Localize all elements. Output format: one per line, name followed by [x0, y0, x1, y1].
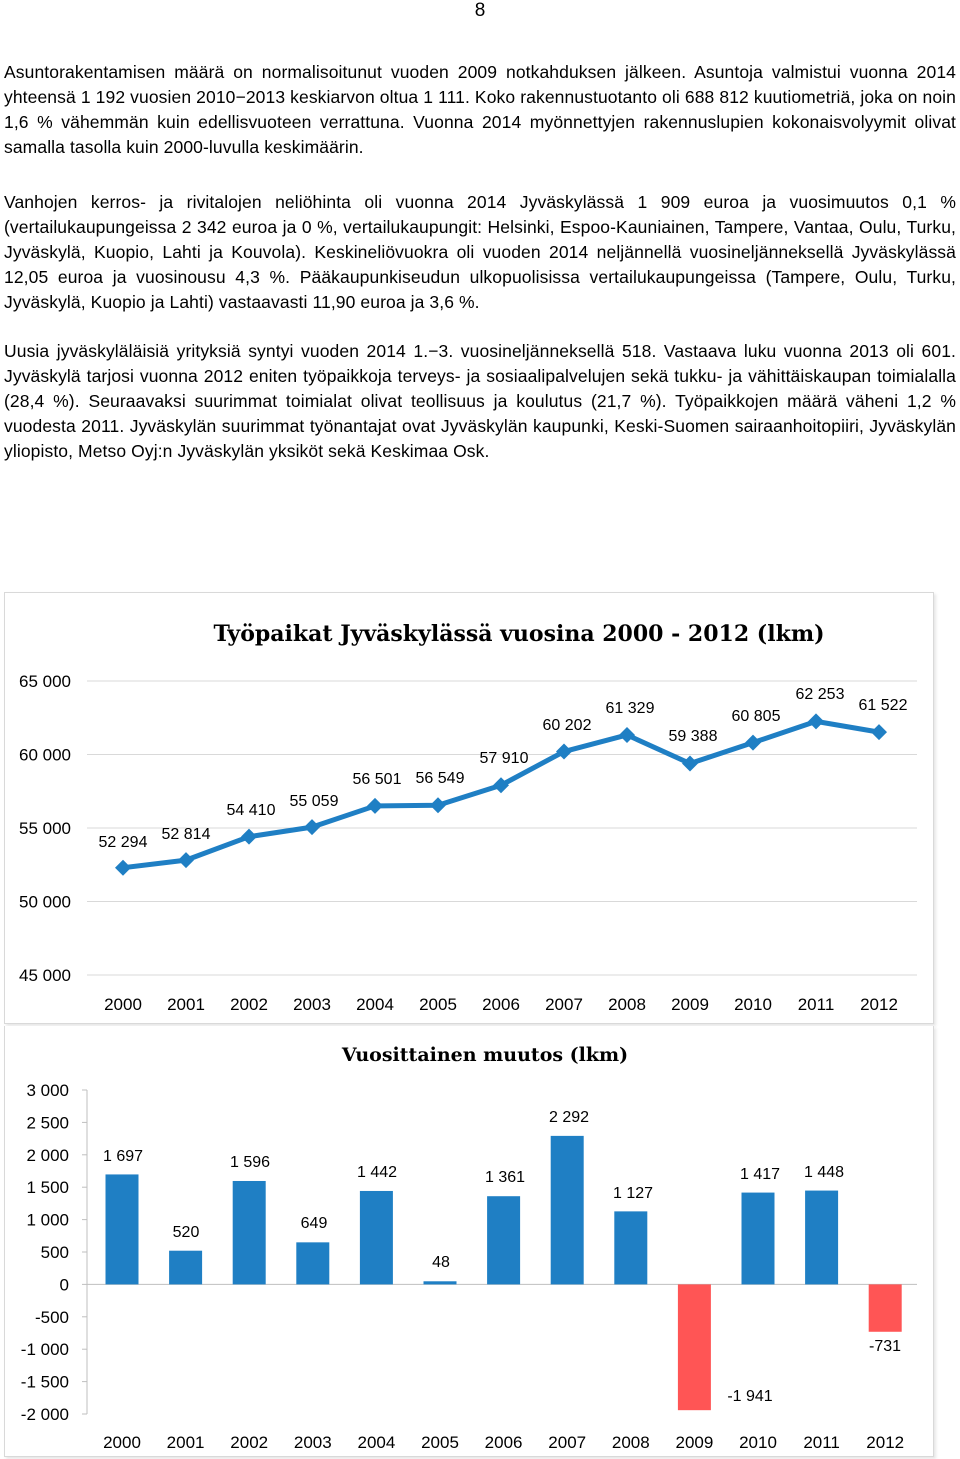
- data-label: 55 059: [289, 793, 339, 810]
- y-tick-label: 65 000: [19, 672, 71, 691]
- bar: [678, 1284, 711, 1410]
- data-label: 1 361: [484, 1169, 526, 1186]
- y-tick-label: 1 000: [26, 1210, 69, 1230]
- chart-title: Työpaikat Jyväskylässä vuosina 2000 - 2012 (lkm): [213, 621, 825, 647]
- bar: [424, 1281, 457, 1284]
- data-point: [430, 797, 446, 813]
- data-point: [241, 829, 257, 845]
- x-tick-label: 2007: [548, 1433, 587, 1452]
- paragraph-prices: Vanhojen kerros- ja rivitalojen neliöhinta oli vuonna 2014 Jyväskylässä 1 909 euroa ja vuosimuutos 0,1 % (vertailukaupungeissa 2 342 euroa ja 0 %, vertailukaupungit: Helsinki, Espoo-Kauniainen, Tampere, Vantaa, Oulu, Turku, Jyväskylä, Kuopio, Lahti ja Kouvola). Keskineliövuokra oli vuoden 2014 neljännellä vuosineljänneksellä Jyväskylässä 12,05 euroa ja vuosinousu 4,3 %. Pääkaupunkiseudun ulkopuolisissa vertailukaupungeissa (Tampere, Oulu, Turku, Jyväskylä, Kuopio ja Lahti) vastaavasti 11,90 euroa ja 3,6 %.: [4, 192, 956, 312]
- x-tick-label: 2003: [293, 995, 331, 1014]
- x-tick-label: 2005: [419, 995, 457, 1014]
- x-tick-label: 2004: [357, 1433, 396, 1452]
- data-point: [178, 852, 194, 868]
- data-label: 56 501: [352, 771, 402, 788]
- y-tick-label: -500: [34, 1307, 69, 1327]
- data-label: 56 549: [415, 770, 465, 787]
- bar: [106, 1174, 139, 1284]
- data-label: 60 805: [731, 708, 781, 725]
- jobs-line-chart: [4, 592, 934, 1024]
- data-label: 57 910: [479, 750, 529, 767]
- page-number: 8: [474, 0, 486, 21]
- y-tick-label: 50 000: [19, 892, 71, 912]
- data-label: 54 410: [226, 802, 276, 819]
- data-label: 52 814: [161, 826, 211, 843]
- x-tick-label: 2011: [803, 1433, 840, 1452]
- data-point: [115, 860, 131, 876]
- data-label: 2 292: [548, 1109, 590, 1126]
- y-tick-label: 3 000: [26, 1081, 69, 1100]
- x-tick-label: 2010: [739, 1433, 777, 1452]
- x-tick-label: 2010: [734, 995, 772, 1014]
- annual-change-bar-chart-svg: [5, 1026, 933, 1456]
- x-tick-label: 2004: [356, 995, 394, 1014]
- x-tick-label: 2005: [421, 1433, 459, 1452]
- x-tick-label: 2006: [484, 1433, 523, 1452]
- data-label: 61 329: [605, 700, 655, 717]
- chart-title: Vuosittainen muutos (lkm): [341, 1044, 629, 1066]
- data-label: 61 522: [858, 697, 908, 714]
- y-tick-label: 55 000: [19, 819, 71, 838]
- x-tick-label: 2008: [611, 1433, 650, 1452]
- x-tick-label: 2000: [103, 1433, 141, 1452]
- data-point: [367, 798, 383, 814]
- data-label: 59 388: [668, 728, 718, 745]
- x-tick-label: 2009: [675, 1433, 714, 1452]
- bar: [742, 1193, 775, 1285]
- bar: [487, 1196, 520, 1284]
- y-tick-label: 0: [59, 1275, 69, 1295]
- data-label: 1 596: [229, 1154, 271, 1171]
- y-tick-label: -1 500: [20, 1372, 69, 1392]
- x-tick-label: 2001: [166, 1433, 205, 1452]
- y-tick-label: -2 000: [20, 1405, 69, 1424]
- data-point: [871, 724, 887, 740]
- bar: [296, 1242, 329, 1284]
- x-tick-label: 2009: [671, 995, 709, 1014]
- data-point: [682, 755, 698, 771]
- data-label: 1 417: [739, 1166, 781, 1183]
- data-point: [808, 713, 824, 729]
- bar: [551, 1136, 584, 1285]
- y-tick-label: 1 500: [26, 1178, 69, 1198]
- data-point: [304, 819, 320, 835]
- bar: [360, 1191, 393, 1284]
- body-text: [4, 60, 956, 488]
- data-label: 48: [432, 1254, 450, 1271]
- x-tick-label: 2001: [167, 995, 205, 1014]
- data-label: 1 448: [803, 1164, 845, 1181]
- data-label: -1 941: [727, 1388, 773, 1405]
- data-point: [619, 727, 635, 743]
- x-tick-label: 2003: [293, 1433, 332, 1452]
- x-tick-label: 2011: [797, 995, 835, 1014]
- data-label: 52 294: [98, 834, 148, 851]
- data-point: [745, 735, 761, 751]
- x-tick-label: 2012: [866, 1433, 905, 1452]
- y-tick-label: 500: [40, 1243, 69, 1262]
- y-tick-label: 45 000: [19, 966, 71, 985]
- bar: [869, 1284, 902, 1331]
- y-tick-label: 2 500: [26, 1113, 69, 1133]
- data-label: 62 253: [795, 686, 845, 703]
- data-label: 520: [172, 1224, 200, 1241]
- jobs-line-chart-svg: [5, 593, 933, 1023]
- x-tick-label: 2006: [482, 995, 520, 1014]
- x-tick-label: 2002: [230, 995, 268, 1014]
- data-label: 1 442: [356, 1164, 398, 1181]
- y-tick-label: 60 000: [19, 745, 71, 765]
- paragraph-housing: Asuntorakentamisen määrä on normalisoitunut vuoden 2009 notkahduksen jälkeen. Asuntoja valmistui vuonna 2014 yhteensä 1 192 vuosien 2010−2013 keskiarvon oltua 1 111. Koko rakennustuotanto oli 688 812 kuutiometriä, joka on noin 1,6 % vähemmän kuin edellisvuoteen verrattuna. Vuonna 2014 myönnettyjen rakennuslupien kokonaisvolyymit olivat samalla tasolla kuin 2000-luvulla keskimäärin.: [4, 62, 956, 157]
- bar: [233, 1181, 266, 1284]
- x-tick-label: 2007: [545, 995, 583, 1014]
- annual-change-bar-chart: [4, 1026, 934, 1457]
- bar: [169, 1251, 202, 1285]
- data-label: 60 202: [542, 717, 592, 734]
- data-label: -731: [868, 1338, 902, 1355]
- bar: [805, 1191, 838, 1285]
- x-tick-label: 2008: [608, 995, 646, 1014]
- y-tick-label: 2 000: [26, 1145, 69, 1165]
- x-tick-label: 2012: [860, 995, 898, 1014]
- x-tick-label: 2002: [230, 1433, 269, 1452]
- series-line: [123, 721, 879, 867]
- paragraph-businesses: Uusia jyväskyläläisiä yrityksiä syntyi vuoden 2014 1.−3. vuosineljänneksellä 518. Vastaava luku vuonna 2013 oli 601. Jyväskylä tarjosi vuonna 2012 eniten työpaikkoja terveys- ja sosiaalipalvelujen sekä tukku- ja vähittäiskaupan toimialalla (28,4 %). Seuraavaksi suurimmat toimialat olivat teollisuus ja koulutus (21,7 %). Työpaikkojen määrä väheni 1,2 % vuodesta 2011. Jyväskylän suurimmat työnantajat ovat Jyväskylän kaupunki, Keski-Suomen sairaanhoitopiiri, Jyväskylän yliopisto, Metso Oyj:n Jyväskylän yksiköt sekä Keskimaa Osk.: [4, 341, 956, 461]
- x-tick-label: 2000: [104, 995, 142, 1014]
- y-tick-label: -1 000: [20, 1340, 69, 1360]
- data-label: 1 127: [612, 1185, 654, 1202]
- data-label: 1 697: [102, 1148, 144, 1165]
- bar: [614, 1211, 647, 1284]
- data-label: 649: [300, 1215, 328, 1232]
